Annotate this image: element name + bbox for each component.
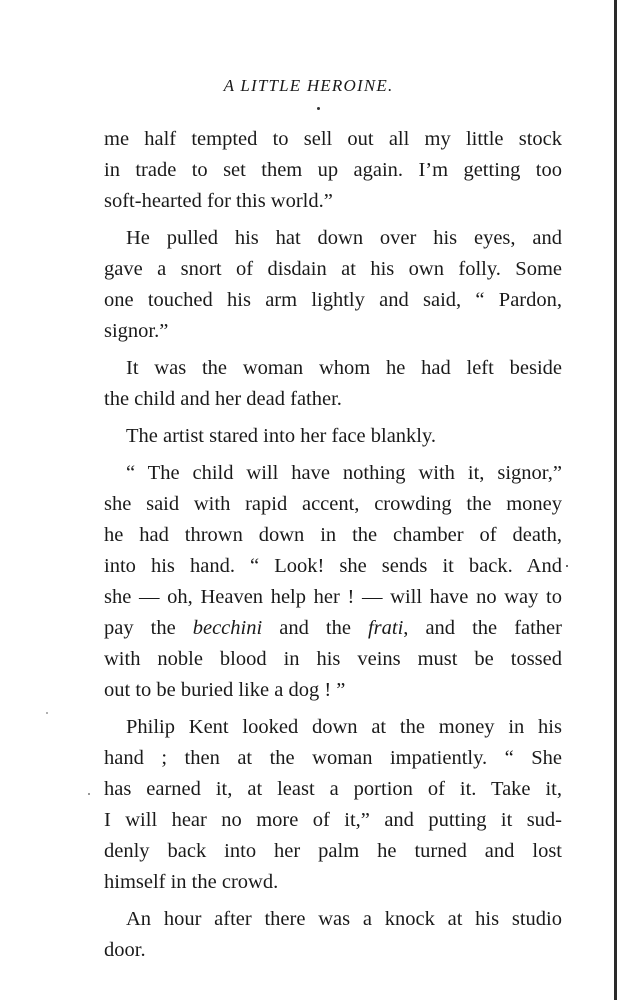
text-line: signor.” [104, 320, 169, 342]
print-speck [88, 793, 90, 795]
print-speck [566, 565, 568, 567]
text-line: me half tempted to sell out all my little stock [104, 128, 562, 150]
running-head: A LITTLE HEROINE. [223, 76, 394, 95]
text-run: , and the father [403, 617, 562, 639]
text-run: pay the [104, 617, 193, 639]
text-line: into his hand. “ Look! she sends it back. And [104, 555, 562, 577]
text-line: the child and her dead father. [104, 388, 342, 410]
text-line: door. [104, 939, 146, 961]
text-line: “ The child will have nothing with it, signor,” [126, 462, 562, 484]
text-line: denly back into her palm he turned and lost [104, 840, 562, 862]
text-line: with noble blood in his veins must be tossed [104, 648, 562, 670]
text-line: hand ; then at the woman impatiently. “ She [104, 747, 562, 769]
text-line [104, 613, 562, 644]
text-line: in trade to set them up again. I’m getting too [104, 159, 562, 181]
text-line: himself in the crowd. [104, 871, 279, 893]
italic-word: frati [367, 617, 404, 639]
italic-word: becchini [192, 617, 263, 639]
text-line: Philip Kent looked down at the money in his [126, 716, 562, 738]
print-speck [317, 107, 320, 110]
text-line: I will hear no more of it,” and putting it sud- [104, 809, 562, 831]
text-line: one touched his arm lightly and said, “ Pardon, [104, 289, 562, 311]
print-speck [46, 712, 48, 714]
body-text [104, 124, 562, 966]
text-line: An hour after there was a knock at his studio [126, 908, 562, 930]
text-line: out to be buried like a dog ! ” [104, 679, 346, 701]
text-line: she said with rapid accent, crowding the money [104, 493, 562, 515]
text-line: soft-hearted for this world.” [104, 190, 333, 212]
text-line: gave a snort of disdain at his own folly. Some [104, 258, 562, 280]
text-run: and the [262, 617, 368, 639]
text-line: has earned it, at least a portion of it. Take it, [104, 778, 562, 800]
text-line: she — oh, Heaven help her ! — will have no way to [104, 586, 562, 608]
text-line: He pulled his hat down over his eyes, and [126, 227, 562, 249]
text-line: It was the woman whom he had left beside [126, 357, 562, 379]
text-line: The artist stared into her face blankly. [126, 425, 437, 447]
text-line: he had thrown down in the chamber of death, [104, 524, 562, 546]
